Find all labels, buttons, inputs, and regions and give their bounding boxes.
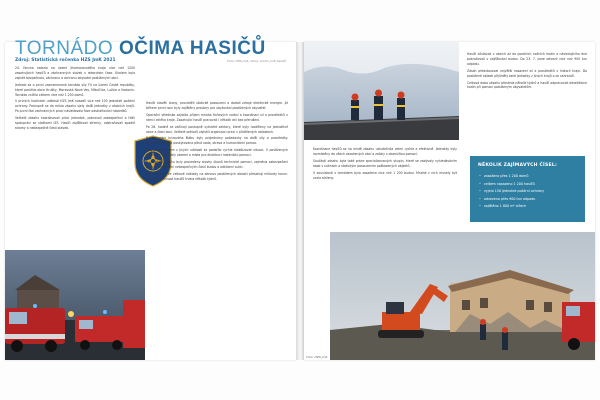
infobox-item: • celkem nasazeno 1 200 hasičů [479,181,544,189]
article-title [15,38,266,60]
photo-caption: Foto: HZS JmK [306,355,328,359]
paragraph: Operační středisko zajistilo příjem mnoha tísňových volání a koordinaci sil a prostředků v rámci celého kraje. Zasahující hasiči pracovali i několik dní bez přerušení. [146,112,288,122]
paragraph: Jednalo se o první zaznamenané tornádo síly F4 na území České republiky, které postihlo obce Hrušky, Moravská Nová Ves, Mikulčice, Lužice a Hodonín. Tornádo zničilo celkem více než 1 200 domů. [15,82,135,97]
paragraph: Odhaduje se, že celkové náklady na obnovu postižených oblastí přesahují miliardy korun. Zásahová činnost hasičů trvala několik týdnů. [146,171,288,181]
right-lower-text-column [313,147,457,227]
photo-demolition-excavator [330,232,595,360]
paragraph: 24. června nalezlo na území Jihomoravského kraje více než 1200 zasahujících hasičů a záchranných složek v rekordním čase. Úkolem bylo zajistit bezpečnost, záchranu a ochranu obyvatel postižených obcí. [15,66,135,80]
paragraph: Hasiči zůstávali v obcích až do pozdních nočních hodin a následujícího dne pokračovali v zajišťování budov. Do 23. 7. jsme odvezli více než 900 tun odpadu. [467,52,587,66]
infobox-item: • zajištěno 1 800 m² střech [479,203,544,211]
paragraph: Koordinace hasičů se na místě zásahu uskutečnila velmi rychle a efektivně. Jednotky byly rozmístěny do všech zasažených obcí a začaly s okamžitou pomocí. [313,147,457,156]
infobox-list [479,173,544,211]
paragraph: V průběhu zásahu byly provedeny stovky úkonů technické pomoci, zejména zabezpečení střech, odstranění nebezpečných částí budov a odklízení sutin. [146,160,288,169]
right-top-text-column [467,52,587,152]
article-source: Zdroj: Statistická ročenka HZS JmK 2021 [15,58,116,63]
paragraph: Zásah představoval největší nasazení sil a prostředků v historii kraje. Do postižené oblasti přijížděly také jednotky z jiných krajů a ze zahraničí. [467,68,587,78]
paragraph: Na zasedání krizového štábu byly projednány požadavky na další síly a prostředky. Obyvatelům byla poskytována pitná voda, strava a humanitární pomoc. [146,136,288,146]
middle-text-column [146,101,288,356]
paragraph: Celková doba zásahu přesáhla několik týdnů a hasiči odpracovali desetitisíce hodin při pomoci postiženým obyvatelům. [467,80,587,90]
photo-firefighters-roof [304,42,459,140]
paragraph: V prvních hodinách události HZS JmK nasadil více než 100 jednotek požární ochrany. Postupně se do místa zásahu sjely další jednotky z okolních krajů. Po první fázi záchranných prací následovala fáze odstraňování následků. [15,99,135,114]
infobox-item: • odvezeno přes 900 tun odpadu [479,196,544,204]
paragraph: Velitelé zásahu koordinovali práci jednotek, plánovali zabezpečení a řídili spolupráci se složkami IZS. Hasiči zajišťovali střechy, odstraňovali spadlé stromy a nebezpečné části staveb. [15,116,135,130]
photo-fire-trucks-night [5,250,145,360]
paragraph: Součástí zásahu byla také práce specializovaných skupin, které se zabývaly vyhledáváním osob v sutinách a statickým posouzením poškozených objektů. [313,158,457,168]
paragraph: V souvislosti s tornádem bylo zasaženo více než 1 200 budov. Mnohé z nich musely být zcela strženy. [313,170,457,180]
article-title-bold: OČIMA HASIČŮ [118,38,266,59]
infobox-item: • vyjelo 150 jednotek požární ochrany [479,188,544,196]
infobox-title: NĚKOLIK ZAJÍMAVÝCH ČÍSEL: [478,163,557,168]
article-title-light: TORNÁDO [15,38,114,59]
page-fold [296,42,304,360]
paragraph: Hasiči stavěli stany, prováděli statické posouzení a dodali zdroje elektrické energie. Již během první noci byly zajištěny prostory pro ubytování postižených obyvatel. [146,101,288,110]
left-text-column [15,66,135,251]
paragraph: Po 26. hodině se začínají postupně vytvářet sektory, které byly rozděleny na jednotlivé obce a části obcí. Velitelé sektorů zajistili organizaci prací v přidělených oblastech. [146,124,288,134]
infobox-item: • zasaženo přes 1 200 domů [479,173,544,181]
facts-infobox [470,156,585,222]
paragraph: Díky zkušenostem z jiných událostí se podařilo rychle stabilizovat situaci. V postižených obcích se vytvářely zázemí a místa pro distribuci materiální pomoci. [146,148,288,158]
photo-credit: Foto: HZS JmK, zdroj: archiv JmK hasičů [227,59,287,63]
